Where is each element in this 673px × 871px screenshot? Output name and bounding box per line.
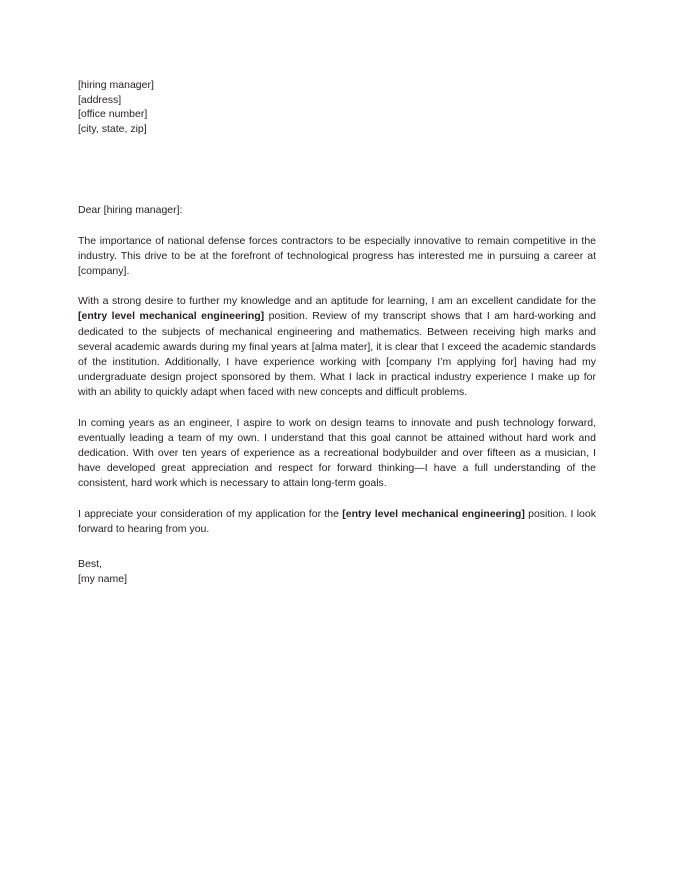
paragraph-intro: The importance of national defense forces contractors to be especially innovative to remain competitive in the industry. This drive to be at the forefront of technological progress has interested me in pursuing a career at [company]. [78, 234, 596, 277]
paragraph-goals: In coming years as an engineer, I aspire to work on design teams to innovate and push technology forward, eventually leading a team of my own. I understand that this goal cannot be attained without hard work and dedication. With over ten years of experience as a recreational bodybuilder and over fifteen as a musician, I have developed great appreciation and respect for forward thinking—I have a full understanding of the consistent, hard work which is necessary to attain long-term goals. [78, 416, 596, 490]
recipient-line: [hiring manager] [78, 79, 154, 91]
closing-salutation: Best, [78, 557, 102, 570]
recipient-line: [city, state, zip] [78, 123, 147, 136]
salutation: Dear [hiring manager]: [78, 203, 183, 216]
recipient-address-block [78, 78, 596, 137]
bold-placeholder: [entry level mechanical engineering] [342, 507, 525, 520]
recipient-line: [office number] [78, 108, 148, 121]
closing-block [78, 557, 596, 586]
bold-placeholder: [entry level mechanical engineering] [78, 310, 265, 323]
letter-body [78, 78, 596, 586]
paragraph-qualifications: With a strong desire to further my knowledge and an aptitude for learning, I am an excellent candidate for the [entry level mechanical engineering] position. Review of my transcript shows that I am hard-working and dedicated to the subjects of mechanical engineering and mathematics. Between receiving high marks and several academic awards during my final years at [alma mater], it is clear that I exceed the academic standards of the institution. Additionally, I have experience working with [company I’m applying for] having had my undergraduate design project sponsored by them. What I lack in practical industry experience I make up for with an ability to quickly adapt when faced with new concepts and difficult problems. [78, 295, 596, 399]
signature-name: [my name] [78, 572, 128, 585]
paragraph-closing: I appreciate your consideration of my application for the [entry level mechanical engineering] position. I look forward to hearing from you. [78, 507, 596, 535]
recipient-line: [address] [78, 93, 122, 106]
